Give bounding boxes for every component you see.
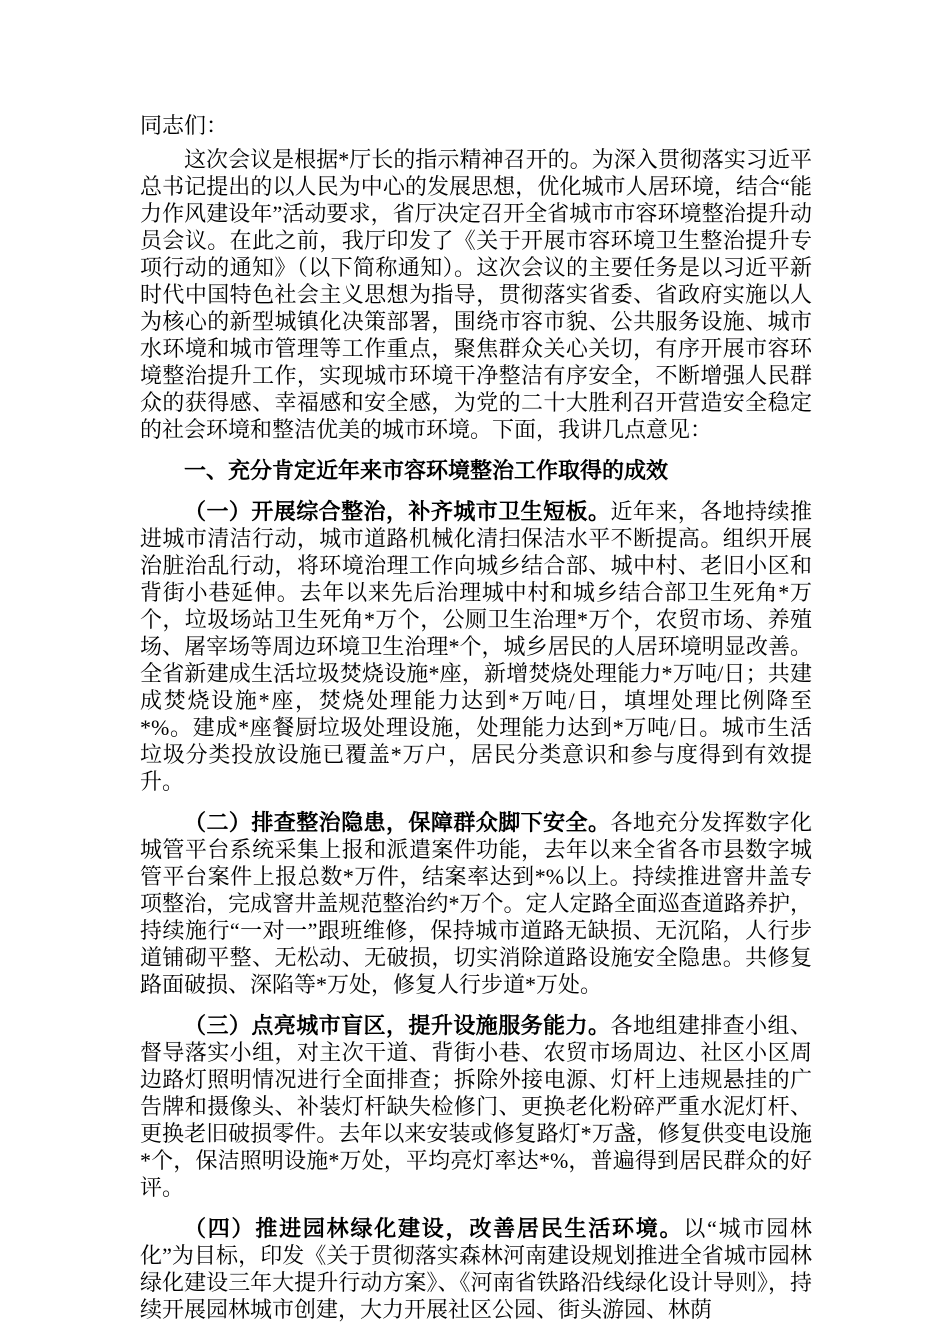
intro-paragraph: 这次会议是根据*厅长的指示精神召开的。为深入贯彻落实习近平总书记提出的以人民为中心的发展思想，优化城市人居环境，结合“能力作风建设年”活动要求，省厅决定召开全省城市市容环境整治提升动员会议。在此之前，我厅印发了《关于开展市容环境卫生整治提升专项行动的通知》（以下简称通知）。这次会议的主要任务是以习近平新时代中国特色社会主义思想为指导，贯彻落实省委、省政府实施以人为核心的新型城镇化决策部署，围绕市容市貌、公共服务设施、城市水环境和城市管理等工作重点，聚焦群众关心关切，有序开展市容环境整治提升工作，实现城市环境干净整洁有序安全，不断增强人民群众的获得感、幸福感和安全感，为党的二十大胜利召开营造安全稳定的社会环境和整洁优美的城市环境。下面，我讲几点意见：	[140, 147, 812, 442]
salutation: 同志们：	[140, 113, 229, 138]
item-body-4: 以“城市园林化”为目标，印发《关于贯彻落实森林河南建设规划推进全省城市园林绿化建设三年大提升行动方案》、《河南省铁路沿线绿化设计导则》，持续开展园林城市创建，大力开展社区公园、街头游园、林荫	[140, 1216, 812, 1322]
item-paragraph-3	[140, 1012, 812, 1201]
item-paragraph-2	[140, 809, 812, 998]
section-heading: 一、充分肯定近年来市容环境整治工作取得的成效	[184, 458, 669, 483]
item-body-2: 各地充分发挥数字化城管平台系统采集上报和派遣案件功能，去年以来全省各市县数字城管平台案件上报总数*万件，结案率达到*%以上。持续推进窨井盖专项整治，完成窨井盖规范整治约*万个。定人定路全面巡查道路养护，持续施行“一对一”跟班维修，保持城市道路无缺损、无沉陷，人行步道铺砌平整、无松动、无破损，切实消除道路设施安全隐患。共修复路面破损、深陷等*万处，修复人行步道*万处。	[140, 810, 812, 997]
item-body-3: 各地组建排查小组、督导落实小组，对主次干道、背街小巷、农贸市场周边、社区小区周边路灯照明情况进行全面排查；拆除外接电源、灯杆上违规悬挂的广告牌和摄像头、补装灯杆缺失检修门、更换老化粉碎严重水泥灯杆、更换老旧破损零件。去年以来安装或修复路灯*万盏，修复供变电设施*个，保洁照明设施*万处，平均亮灯率达*%，普遍得到居民群众的好评。	[140, 1013, 812, 1200]
item-body-1: 近年来，各地持续推进城市清洁行动，城市道路机械化清扫保洁水平不断提高。组织开展治脏治乱行动，将环境治理工作向城乡结合部、城中村、老旧小区和背街小巷延伸。去年以来先后治理城中村和城乡结合部卫生死角*万个，垃圾场站卫生死角*万个，公厕卫生治理*万个，农贸市场、养殖场、屠宰场等周边环境卫生治理*个，城乡居民的人居环境明显改善。全省新建成生活垃圾焚烧设施*座，新增焚烧处理能力*万吨/日；共建成焚烧设施*座，焚烧处理能力达到*万吨/日，填埋处理比例降至*%。建成*座餐厨垃圾处理设施，处理能力达到*万吨/日。城市生活垃圾分类投放设施已覆盖*万户，居民分类意识和参与度得到有效提升。	[140, 499, 812, 794]
item-lead-3: （三）点亮城市盲区，提升设施服务能力。	[184, 1013, 611, 1038]
item-paragraph-4	[140, 1215, 812, 1323]
item-lead-1: （一）开展综合整治，补齐城市卫生短板。	[184, 499, 611, 524]
item-lead-4: （四）推进园林绿化建设，改善居民生活环境。	[184, 1216, 684, 1241]
item-paragraph-1	[140, 498, 812, 795]
item-lead-2: （二）排查整治隐患，保障群众脚下安全。	[184, 810, 611, 835]
